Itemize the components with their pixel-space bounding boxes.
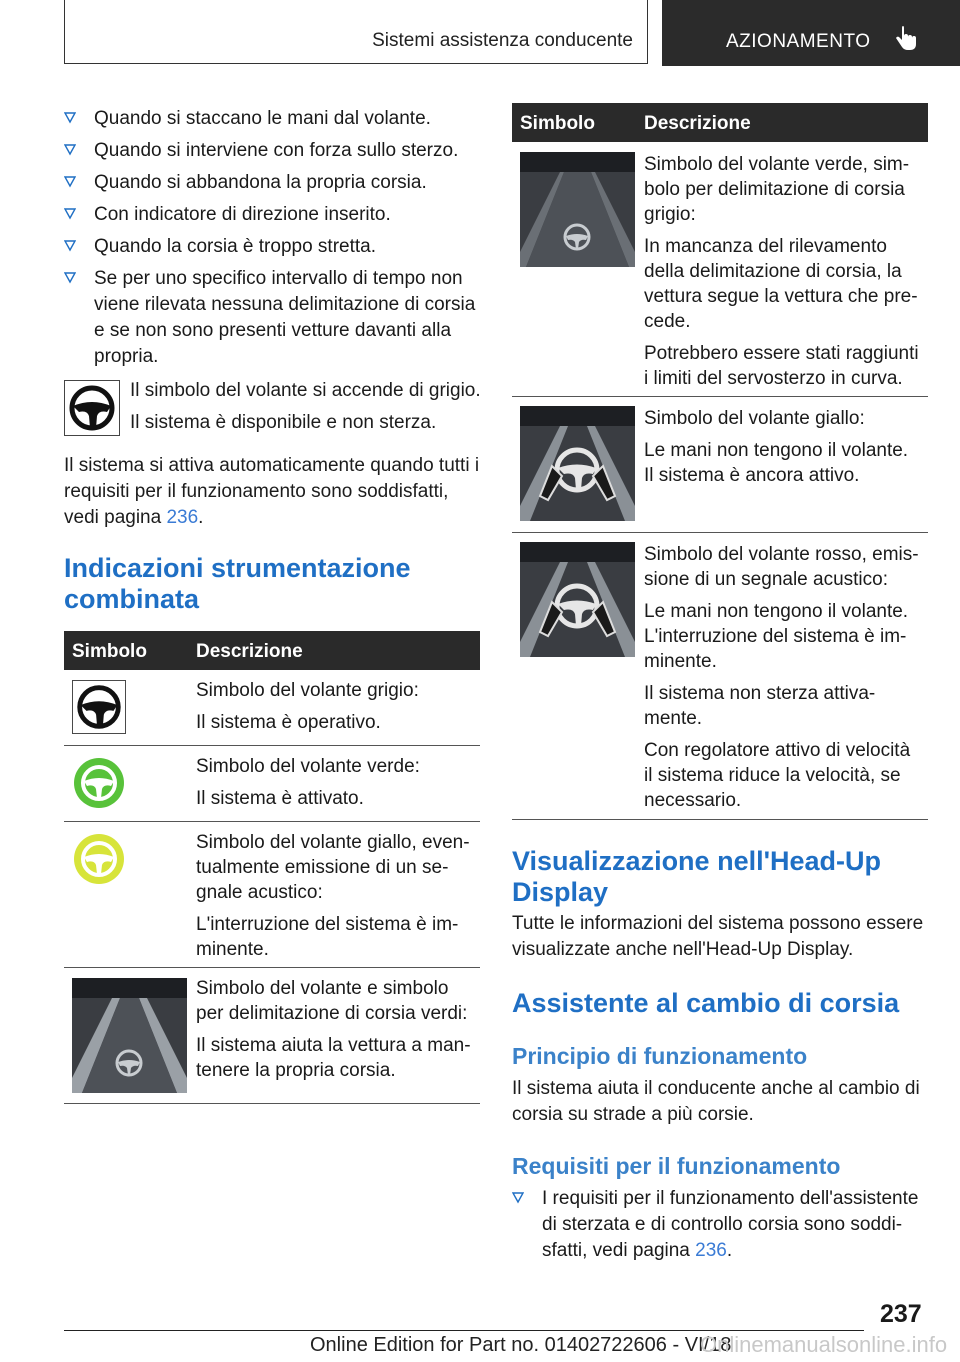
column-header-description: Descrizione [644,113,751,134]
section-heading: Assistente al cambio di corsia [512,988,900,1018]
paragraph-line: Tutte le informazioni del sistema possono essere [512,913,924,934]
hands-off-red-display-image [520,542,635,657]
table-row [196,678,419,742]
column-header-symbol: Simbolo [72,641,147,662]
steering-wheel-yellow-icon [73,833,125,885]
cell-text: L'interruzione del sistema è im- [196,914,459,935]
row-divider [64,745,480,746]
section-heading [64,553,411,615]
triangle-bullet-icon [512,1192,524,1204]
column-header-symbol: Simbolo [520,113,595,134]
row-divider [64,967,480,968]
lane-keeping-green-display-image [72,978,187,1093]
triangle-bullet-icon [64,112,76,124]
cell-text: Simbolo del volante giallo: [644,408,865,429]
subsection-heading: Principio di funzionamento [512,1043,808,1069]
paragraph-end: . [198,507,204,528]
header-chapter-title: AZIONAMENTO [726,31,871,52]
cell-text: Simbolo del volante rosso, emis- [644,544,919,565]
table-row [196,754,420,818]
hands-off-yellow-display-image [520,406,635,521]
cell-text: Le mani non tengono il volante. [644,440,909,461]
bullet-text: Quando si abbandona la propria corsia. [94,172,427,193]
triangle-bullet-icon [64,208,76,220]
cell-text: minente. [196,939,269,960]
paragraph-line: Il sistema si attiva automaticamente quando tutti i [64,455,480,476]
cell-text: Le mani non tengono il volante. [644,601,909,622]
paragraph-line: Il sistema aiuta il conducente anche al cambio di [512,1078,920,1099]
table-header [512,103,928,142]
table-row [644,406,908,488]
triangle-bullet-icon [64,144,76,156]
header-section-title: Sistemi assistenza conducente [372,30,633,51]
row-divider [512,819,928,820]
bullet-text: Quando la corsia è troppo stretta. [94,236,376,257]
cell-text: per delimitazione di corsia verdi: [196,1003,468,1024]
page-link[interactable]: 236 [695,1240,727,1261]
cell-text: Potrebbero essere stati raggiunti [644,343,919,364]
bullet-text: Quando si staccano le mani dal volante. [94,108,431,129]
cell-text: Il sistema è attivato. [196,788,364,809]
bullet-text-line: Se per uno specifico intervallo di tempo non [94,268,463,289]
table-row [644,542,919,813]
heading-line: Indicazioni strumentazione [64,553,411,583]
cell-text: tualmente emissione di un se- [196,857,449,878]
icon-note-line: Il sistema è disponibile e non sterza. [130,412,437,433]
footer-divider [64,1330,864,1331]
cell-text: Il sistema aiuta la vettura a man- [196,1035,471,1056]
row-divider [64,821,480,822]
paragraph-line: vedi pagina [64,507,167,528]
lane-marking-grey-display-image [520,152,635,267]
cell-text: Simbolo del volante verde, sim- [644,154,910,175]
cell-text: Simbolo del volante giallo, even- [196,832,470,853]
paragraph-line: corsia su strade a più corsie. [512,1104,754,1125]
column-header-description: Descrizione [196,641,303,662]
cell-text: Con regolatore attivo di velocità [644,740,911,761]
hud-paragraph [512,911,923,963]
cell-text: Il sistema non sterza attiva- [644,683,876,704]
cell-text: Il sistema è operativo. [196,712,381,733]
bullet-text-line: sfatti, vedi pagina [542,1240,696,1261]
cell-text: sione di un segnale acustico: [644,569,888,590]
table-header [64,631,480,670]
bullet-text-line: I requisiti per il funzionamento dell'assistente [542,1188,919,1209]
watermark: Onlinemanualsonline.info [700,1332,948,1357]
cell-text: i limiti del servosterzo in curva. [644,368,903,389]
steering-wheel-green-icon [73,757,125,809]
section-heading [512,846,881,908]
hand-pointer-icon [894,26,918,54]
cell-text: necessario. [644,790,742,811]
icon-note-line: Il simbolo del volante si accende di grigio. [130,380,481,401]
footer-edition: Online Edition for Part no. 01402722606 - VI/18 [310,1334,732,1356]
icon-note [130,378,481,436]
steering-wheel-grey-icon [64,380,120,436]
cell-text: Simbolo del volante grigio: [196,680,419,701]
bullet-text-line: viene rilevata nessuna delimitazione di corsia [94,294,476,315]
activation-paragraph [64,453,479,531]
cell-text: Simbolo del volante e simbolo [196,978,449,999]
cell-text: gnale acustico: [196,882,323,903]
paragraph-line: visualizzate anche nell'Head-Up Display. [512,939,854,960]
bullet-text-line: propria. [94,346,159,367]
triangle-bullet-icon [64,272,76,284]
cell-text: vettura segue la vettura che pre- [644,286,918,307]
principle-paragraph [512,1076,920,1128]
cell-text: Il sistema è ancora attivo. [644,465,860,486]
table-row [196,976,471,1083]
page-link[interactable]: 236 [166,507,199,528]
cell-text: In mancanza del rilevamento [644,236,887,257]
cell-text: della delimitazione di corsia, la [644,261,902,282]
cell-text: mente. [644,708,703,729]
bullet-text: Con indicatore di direzione inserito. [94,204,391,225]
table-row [644,152,919,391]
triangle-bullet-icon [64,176,76,188]
header-chapter-box [662,0,960,66]
bullet-text-line: e se non sono presenti vetture davanti alla [94,320,452,341]
subsection-heading: Requisiti per il funzionamento [512,1153,841,1179]
table-row [196,830,470,962]
cell-text: minente. [644,651,717,672]
row-divider [64,1103,480,1104]
steering-wheel-grey-icon [72,680,126,734]
header-section-box [64,0,648,64]
bullet-end: . [726,1240,733,1261]
cell-text: il sistema riduce la velocità, se [644,765,901,786]
row-divider [512,396,928,397]
page-number: 237 [880,1300,922,1328]
bullet-text: Quando si interviene con forza sullo sterzo. [94,140,459,161]
bullet-text-line: di sterzata e di controllo corsia sono soddi- [542,1214,903,1235]
paragraph-line: requisiti per il funzionamento sono soddisfatti, [64,481,449,502]
heading-line: combinata [64,584,200,614]
cell-text: cede. [644,311,691,332]
cell-text: grigio: [644,204,696,225]
cell-text: Simbolo del volante verde: [196,756,420,777]
cell-text: tenere la propria corsia. [196,1060,396,1081]
row-divider [512,532,928,533]
heading-line: Visualizzazione nell'Head-Up [512,846,882,876]
cell-text: L'interruzione del sistema è im- [644,626,907,647]
cell-text: bolo per delimitazione di corsia [644,179,905,200]
triangle-bullet-icon [64,240,76,252]
heading-line: Display [512,877,609,907]
